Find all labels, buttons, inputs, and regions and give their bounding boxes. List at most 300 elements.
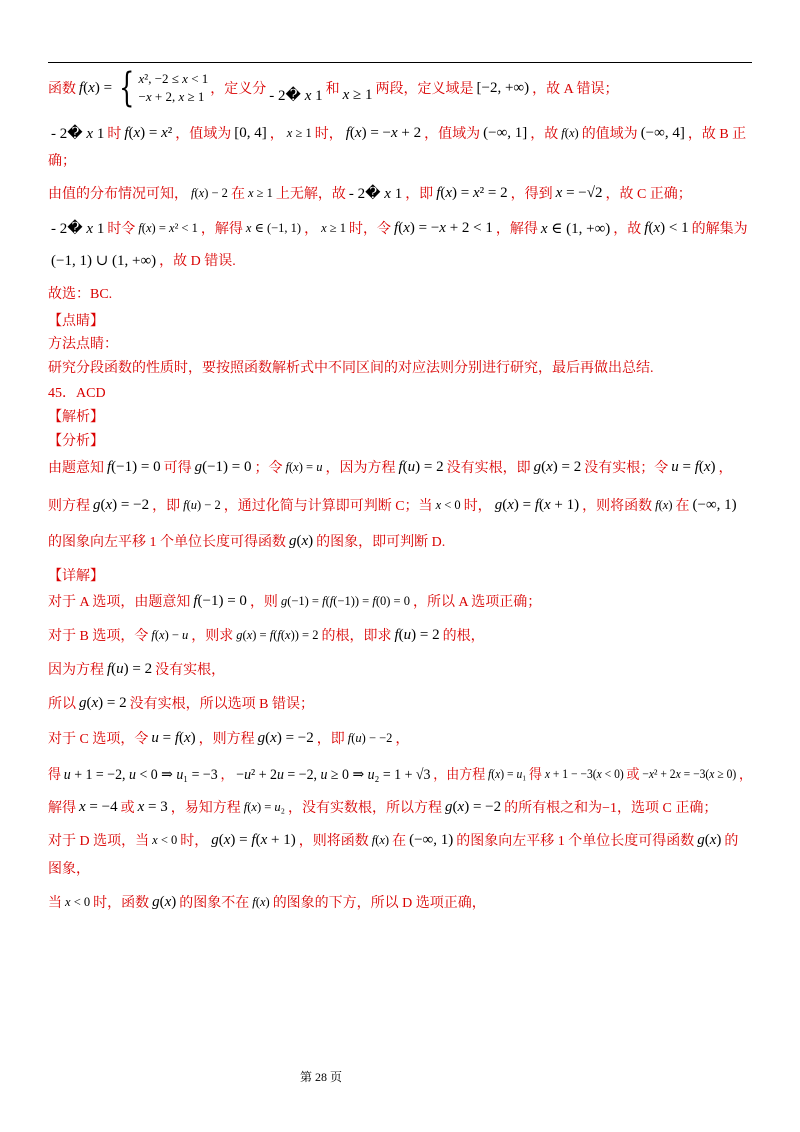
solution-text: 【分析】 bbox=[48, 434, 104, 449]
math-variable: f bbox=[191, 185, 195, 200]
solution-line bbox=[48, 762, 752, 786]
math-expression: x < 0 bbox=[152, 832, 178, 847]
solution-text: ，解得 bbox=[200, 222, 243, 237]
math-expression: f(x) = bbox=[79, 79, 113, 96]
math-variable: x bbox=[648, 766, 654, 781]
solution-text: 时，令 bbox=[349, 222, 392, 237]
math-variable: x bbox=[540, 220, 548, 237]
solution-text: 的 bbox=[724, 834, 739, 849]
math-variable: f bbox=[436, 184, 441, 201]
solution-text: 解得 bbox=[48, 801, 76, 816]
math-expression: x ∈ (−1, 1) bbox=[245, 221, 302, 235]
math-variable: x bbox=[183, 729, 191, 746]
math-expression: f(x) = u₂ bbox=[243, 799, 286, 814]
math-variable: x bbox=[391, 124, 398, 141]
math-variable: x bbox=[65, 894, 71, 909]
solution-text: 和 bbox=[325, 82, 340, 97]
math-expression: - 2� x 1 bbox=[51, 125, 105, 142]
math-expression: f(x) bbox=[252, 894, 270, 909]
math-variable: f bbox=[277, 627, 281, 642]
math-variable: g bbox=[152, 893, 160, 910]
math-variable: x bbox=[133, 124, 141, 141]
section-heading bbox=[48, 308, 104, 332]
solution-text: 当 bbox=[48, 896, 62, 911]
solution-text: 由值的分布情况可知， bbox=[48, 187, 188, 202]
math-variable: x bbox=[198, 185, 205, 200]
math-expression: x < 0 bbox=[435, 497, 461, 512]
math-variable: u bbox=[244, 766, 252, 783]
math-variable: x bbox=[86, 125, 94, 142]
solution-text: 没有实根， bbox=[155, 663, 226, 678]
solution-line bbox=[48, 455, 733, 479]
math-expression: g(x) bbox=[697, 831, 722, 848]
solution-text: 的图象，即可判断 D. bbox=[316, 535, 446, 550]
solution-text: 时， bbox=[180, 834, 209, 849]
math-expression: x = −√2 bbox=[555, 184, 603, 201]
solution-text: 对于 C 选项，令 bbox=[48, 732, 149, 747]
math-expression: f(−1) = 0 bbox=[107, 458, 161, 475]
math-expression: u + 1 = −2, u < 0 ⇒ u₁ = −3 bbox=[63, 766, 218, 783]
math-variable: f bbox=[394, 219, 399, 236]
solution-text: 在 bbox=[675, 499, 690, 514]
math-variable: f bbox=[285, 459, 289, 474]
solution-line bbox=[48, 890, 486, 914]
math-variable: x bbox=[495, 766, 501, 781]
math-variable: u bbox=[129, 766, 136, 783]
math-variable: x bbox=[285, 627, 291, 642]
solution-text: 函数 bbox=[48, 82, 76, 97]
math-expression: f(x) < 1 bbox=[644, 219, 689, 236]
math-variable: x bbox=[596, 766, 602, 781]
solution-line bbox=[48, 65, 619, 111]
math-variable: x bbox=[384, 185, 391, 202]
math-variable: x bbox=[178, 89, 185, 104]
math-variable: x bbox=[568, 125, 575, 140]
math-variable: u bbox=[151, 729, 159, 746]
math-variable: x bbox=[246, 627, 253, 642]
math-expression: - 2� x 1 bbox=[348, 185, 403, 202]
solution-text: 或 bbox=[120, 801, 135, 816]
solution-text: 故选：BC. bbox=[48, 287, 113, 302]
math-variable: x bbox=[251, 799, 257, 814]
math-variable: f bbox=[345, 124, 350, 141]
solution-text: ，则 bbox=[249, 595, 278, 610]
piecewise-cases bbox=[137, 70, 211, 106]
solution-text: 的根， bbox=[442, 629, 485, 644]
math-variable: f bbox=[107, 660, 112, 677]
solution-text: 所以 bbox=[48, 697, 76, 712]
solution-text: 时 bbox=[107, 127, 122, 142]
math-variable: u bbox=[320, 766, 328, 783]
math-expression: f(u) − 2 bbox=[183, 497, 221, 512]
math-expression: x = 3 bbox=[137, 798, 168, 815]
math-variable: g bbox=[93, 496, 101, 513]
math-variable: x bbox=[546, 458, 553, 475]
solution-line bbox=[48, 691, 314, 715]
math-variable: f bbox=[183, 497, 187, 512]
math-variable: f bbox=[322, 593, 326, 608]
math-expression: x < 0 bbox=[65, 894, 91, 909]
math-variable: f bbox=[655, 497, 659, 512]
math-variable: x bbox=[555, 184, 563, 201]
math-variable: x bbox=[354, 124, 362, 141]
math-expression: x ≥ 1 bbox=[342, 86, 373, 103]
solution-text: 时， bbox=[463, 499, 492, 514]
math-variable: x bbox=[473, 184, 480, 201]
math-variable: f bbox=[124, 124, 129, 141]
solution-text: ，所以 A 选项正确； bbox=[412, 595, 542, 610]
math-expression: - 2� x 1 bbox=[269, 87, 323, 104]
solution-text: 的图象向左平移 1 个单位长度可得函数 bbox=[48, 535, 286, 550]
math-variable: u bbox=[176, 766, 184, 783]
math-expression: f(x) bbox=[561, 125, 579, 140]
math-variable: x bbox=[164, 893, 172, 910]
math-variable: x bbox=[403, 219, 410, 236]
math-variable: g bbox=[533, 458, 542, 475]
math-variable: x bbox=[544, 496, 551, 513]
solution-text: ，故 A 错误； bbox=[532, 82, 619, 97]
solution-text: 【详解】 bbox=[48, 569, 104, 584]
math-variable: x bbox=[91, 694, 99, 711]
solution-text: ， bbox=[739, 768, 753, 783]
solution-text: 没有实根；令 bbox=[584, 461, 669, 476]
solution-text: 得 bbox=[529, 768, 543, 783]
solution-text: 对于 A 选项，由题意知 bbox=[48, 595, 191, 610]
solution-text: 45．ACD bbox=[48, 386, 106, 401]
piecewise-function bbox=[115, 65, 210, 111]
question-answer-heading bbox=[48, 380, 106, 404]
math-variable: x bbox=[507, 496, 514, 513]
math-expression: g(x) = 2 bbox=[79, 694, 127, 711]
math-variable: f bbox=[252, 894, 256, 909]
solution-text: ，由方程 bbox=[433, 768, 486, 783]
solution-line bbox=[48, 121, 746, 145]
math-variable: f bbox=[174, 729, 179, 746]
solution-text: ，则将函数 bbox=[298, 834, 369, 849]
math-variable: x bbox=[304, 87, 312, 104]
math-variable: x bbox=[457, 798, 465, 815]
math-expression: x = −4 bbox=[79, 798, 118, 815]
math-variable: x bbox=[709, 831, 717, 848]
math-variable: x bbox=[286, 125, 293, 140]
solution-text: ，解得 bbox=[495, 222, 538, 237]
section-heading bbox=[48, 404, 104, 428]
math-variable: u bbox=[407, 458, 416, 475]
solution-text: ，值域为 bbox=[175, 127, 232, 142]
math-variable: x bbox=[79, 798, 86, 815]
math-expression: f(x) bbox=[655, 497, 673, 512]
math-variable: x bbox=[301, 532, 309, 549]
math-expression: - 2� x 1 bbox=[51, 220, 105, 237]
math-variable: x bbox=[247, 185, 254, 200]
math-variable: x bbox=[152, 832, 158, 847]
math-expression: g(x) = f(x + 1) bbox=[494, 496, 580, 513]
header-rule bbox=[48, 62, 752, 63]
math-variable: g bbox=[194, 458, 203, 475]
math-variable: u bbox=[190, 497, 197, 512]
math-variable: f bbox=[243, 799, 248, 814]
math-expression: x ≥ 1 bbox=[286, 125, 312, 140]
math-expression: f(u) = 2 bbox=[107, 660, 153, 677]
math-variable: g bbox=[257, 729, 266, 746]
math-variable: g bbox=[236, 627, 243, 642]
solution-line bbox=[48, 529, 445, 553]
math-variable: g bbox=[280, 593, 288, 608]
math-expression: g(x) = −2 bbox=[445, 798, 502, 815]
page-number: 第 28 页 bbox=[300, 1070, 343, 1084]
math-expression: (−∞, 4] bbox=[640, 124, 685, 141]
solution-text: ，故 bbox=[530, 127, 559, 142]
math-variable: f bbox=[251, 831, 256, 848]
math-variable: f bbox=[372, 593, 376, 608]
math-variable: u bbox=[671, 458, 679, 475]
solution-text: ；令 bbox=[254, 461, 283, 476]
solution-text: ，即 bbox=[152, 499, 181, 514]
solution-text: 在 bbox=[392, 834, 407, 849]
math-variable: x bbox=[435, 497, 442, 512]
solution-text: ，则求 bbox=[191, 629, 234, 644]
math-expression: [−2, +∞) bbox=[476, 79, 530, 96]
solution-line bbox=[48, 331, 118, 355]
solution-line bbox=[48, 828, 738, 852]
solution-line bbox=[48, 589, 541, 613]
solution-line bbox=[48, 795, 717, 819]
math-variable: f bbox=[151, 627, 155, 642]
solution-text: ，故 D 错误. bbox=[159, 254, 236, 269]
solution-text: ， bbox=[269, 127, 284, 142]
solution-text: 没有实根，所以选项 B 错误； bbox=[129, 697, 314, 712]
section-heading bbox=[48, 428, 104, 452]
solution-text: 的图象不在 bbox=[179, 896, 250, 911]
math-variable: x bbox=[245, 221, 252, 235]
solution-text: ， bbox=[220, 768, 234, 783]
solution-text: 的所有根之和为−1，选项 C 正确； bbox=[504, 801, 718, 816]
solution-text: 对于 B 选项，令 bbox=[48, 629, 149, 644]
solution-line bbox=[48, 856, 90, 880]
solution-text: 【点睛】 bbox=[48, 314, 104, 329]
math-variable: f bbox=[138, 220, 142, 235]
math-expression: g(x) = −2 bbox=[257, 729, 314, 746]
math-variable: x bbox=[223, 831, 231, 848]
math-variable: f bbox=[79, 79, 84, 96]
solution-line bbox=[48, 281, 112, 305]
math-expression: −x² + 2x = −3(x ≥ 0) bbox=[642, 766, 737, 781]
math-variable: x bbox=[445, 184, 453, 201]
math-expression: f(x) = −x + 2 < 1 bbox=[394, 219, 493, 236]
solution-text: ，故 bbox=[613, 222, 642, 237]
math-variable: x bbox=[342, 86, 350, 103]
math-variable: u bbox=[182, 627, 189, 642]
solution-text: 上无解，故 bbox=[275, 187, 346, 202]
math-variable: u bbox=[63, 766, 71, 783]
solution-text: ，没有实数根，所以方程 bbox=[288, 801, 443, 816]
solution-text: ，因为方程 bbox=[325, 461, 396, 476]
math-variable: x bbox=[137, 798, 145, 815]
solution-text: 研究分段函数的性质时，要按照函数解析式中不同区间的对应法则分别进行研究，最后再做出总结. bbox=[48, 361, 654, 376]
math-variable: f bbox=[269, 627, 274, 642]
solution-text: ，则将函数 bbox=[582, 499, 653, 514]
math-expression: g(−1) = 0 bbox=[194, 458, 252, 475]
solution-text: ，易知方程 bbox=[170, 801, 241, 816]
solution-text: 可得 bbox=[163, 461, 192, 476]
math-variable: u bbox=[276, 766, 284, 783]
math-expression: [0, 4] bbox=[234, 124, 267, 141]
math-variable: u bbox=[355, 730, 362, 745]
math-expression: f(x) = x² bbox=[124, 124, 173, 141]
solution-text: 图象， bbox=[48, 862, 90, 877]
math-expression: g(x) = −2 bbox=[93, 496, 150, 513]
math-variable: g bbox=[494, 496, 503, 513]
solution-text: 的根，即求 bbox=[321, 629, 392, 644]
math-variable: x bbox=[709, 766, 715, 781]
math-expression: f(x) bbox=[371, 832, 390, 847]
math-variable: f bbox=[347, 730, 352, 745]
solution-text: ，定义分 bbox=[210, 82, 267, 97]
solution-line bbox=[48, 248, 236, 272]
math-variable: x bbox=[145, 220, 152, 235]
math-expression: x ≥ 1 bbox=[247, 185, 273, 200]
math-variable: g bbox=[211, 831, 219, 848]
solution-text: 得 bbox=[48, 768, 61, 783]
solution-text: ， bbox=[304, 222, 319, 237]
solution-text: 两段，定义域是 bbox=[375, 82, 474, 97]
math-variable: x bbox=[260, 831, 268, 848]
solution-text: ，故 B 正 bbox=[687, 127, 747, 142]
math-expression: u = f(x) bbox=[151, 729, 196, 746]
solution-line bbox=[48, 148, 76, 172]
solution-line bbox=[48, 216, 748, 240]
math-variable: u bbox=[316, 459, 323, 474]
math-expression: x ≥ 1 bbox=[321, 220, 347, 235]
solution-text: 的图象向左平移 1 个单位长度可得函数 bbox=[456, 834, 695, 849]
solution-text: ，则方程 bbox=[198, 732, 255, 747]
math-variable: u bbox=[516, 766, 523, 781]
math-variable: f bbox=[561, 125, 565, 140]
math-variable: x bbox=[703, 458, 711, 475]
math-variable: x bbox=[86, 220, 94, 237]
math-expression: f(x) − 2 bbox=[191, 185, 228, 200]
solution-text: 没有实根，即 bbox=[446, 461, 531, 476]
math-variable: x bbox=[105, 496, 113, 513]
math-variable: f bbox=[193, 592, 198, 609]
solution-line bbox=[48, 181, 692, 205]
math-variable: x bbox=[379, 832, 385, 847]
math-expression: g(x) = f(f(x)) = 2 bbox=[236, 627, 319, 642]
solution-text: ，得到 bbox=[510, 187, 553, 202]
math-variable: x bbox=[161, 124, 168, 141]
solution-text: 由题意知 bbox=[48, 461, 104, 476]
solution-text: 对于 D 选项，当 bbox=[48, 834, 150, 849]
math-expression: f(x) = x² = 2 bbox=[436, 184, 508, 201]
math-variable: x bbox=[321, 220, 327, 235]
math-expression: f(x) − u bbox=[151, 627, 189, 642]
math-expression: g(x) = 2 bbox=[533, 458, 582, 475]
solution-text: 时， bbox=[314, 127, 343, 142]
solution-line bbox=[48, 623, 485, 647]
math-expression: (−∞, 1) bbox=[692, 496, 737, 513]
math-variable: f bbox=[644, 219, 649, 236]
math-variable: x bbox=[662, 497, 669, 512]
math-variable: x bbox=[653, 219, 661, 236]
solution-text: 确； bbox=[48, 154, 76, 169]
brace-symbol: { bbox=[119, 65, 135, 111]
math-variable: f bbox=[694, 458, 699, 475]
math-expression: x ∈ (1, +∞) bbox=[540, 220, 611, 237]
math-variable: f bbox=[487, 766, 492, 781]
math-variable: u bbox=[367, 766, 375, 783]
solution-text: 【解析】 bbox=[48, 410, 104, 425]
solution-text: 或 bbox=[626, 768, 640, 783]
solution-text: 的值域为 bbox=[581, 127, 638, 142]
math-expression: u = f(x) bbox=[671, 458, 716, 475]
math-expression: g(x) bbox=[152, 893, 177, 910]
math-expression: f(x) = u₁ bbox=[487, 766, 527, 781]
math-variable: f bbox=[394, 626, 399, 643]
math-expression: g(x) bbox=[289, 532, 314, 549]
math-expression: g(−1) = f(f(−1)) = f(0) = 0 bbox=[280, 593, 410, 608]
math-expression: f(−1) = 0 bbox=[193, 592, 247, 609]
math-variable: f bbox=[107, 458, 112, 475]
solution-text: ，通过化简与计算即可判断 C；当 bbox=[223, 499, 433, 514]
solution-text: ， bbox=[718, 461, 733, 476]
math-expression: (−∞, 1) bbox=[409, 831, 454, 848]
math-variable: x bbox=[439, 219, 446, 236]
math-expression: f(u) = 2 bbox=[394, 626, 440, 643]
math-variable: g bbox=[79, 694, 87, 711]
math-expression: x + 1 − −3(x < 0) bbox=[544, 766, 624, 781]
math-variable: u bbox=[403, 626, 412, 643]
math-expression: (−1, 1) ∪ (1, +∞) bbox=[51, 252, 157, 269]
section-heading bbox=[48, 563, 104, 587]
math-variable: x bbox=[675, 766, 681, 781]
math-expression: (−∞, 1] bbox=[483, 124, 528, 141]
solution-text: 因为方程 bbox=[48, 663, 104, 678]
math-variable: x bbox=[270, 729, 277, 746]
solution-text: 在 bbox=[230, 187, 245, 202]
math-variable: x bbox=[159, 627, 165, 642]
solution-text: ，故 C 正确； bbox=[605, 187, 692, 202]
math-variable: x bbox=[169, 220, 175, 235]
piecewise-case: x², −2 ≤ x < 1 bbox=[138, 71, 209, 86]
math-expression: f(u) = 2 bbox=[398, 458, 444, 475]
solution-line bbox=[48, 355, 654, 379]
math-variable: x bbox=[259, 894, 266, 909]
solution-text: 方法点睛： bbox=[48, 337, 118, 352]
solution-text: ，即 bbox=[316, 732, 345, 747]
math-variable: x bbox=[88, 79, 95, 96]
math-variable: x bbox=[145, 89, 152, 104]
solution-text: 的解集为 bbox=[691, 222, 748, 237]
math-variable: g bbox=[697, 831, 705, 848]
math-variable: g bbox=[289, 532, 297, 549]
math-variable: u bbox=[274, 799, 281, 814]
math-expression: g(x) = f(x + 1) bbox=[211, 831, 296, 848]
math-expression: −u² + 2u = −2, u ≥ 0 ⇒ u₂ = 1 + √3 bbox=[236, 766, 431, 783]
solution-line bbox=[48, 726, 409, 750]
solution-text: 时令 bbox=[107, 222, 136, 237]
math-variable: f bbox=[371, 832, 376, 847]
solution-text: 时，函数 bbox=[93, 896, 150, 911]
math-expression: f(x) = u bbox=[285, 459, 323, 474]
math-variable: f bbox=[398, 458, 403, 475]
solution-text: 的图象的下方，所以 D 选项正确， bbox=[272, 896, 486, 911]
solution-line bbox=[48, 657, 225, 681]
math-variable: x bbox=[182, 71, 188, 86]
math-variable: x bbox=[138, 71, 145, 86]
piecewise-case: −x + 2, x ≥ 1 bbox=[138, 89, 205, 104]
math-expression: f(x) = x² < 1 bbox=[138, 220, 198, 235]
math-variable: f bbox=[534, 496, 539, 513]
